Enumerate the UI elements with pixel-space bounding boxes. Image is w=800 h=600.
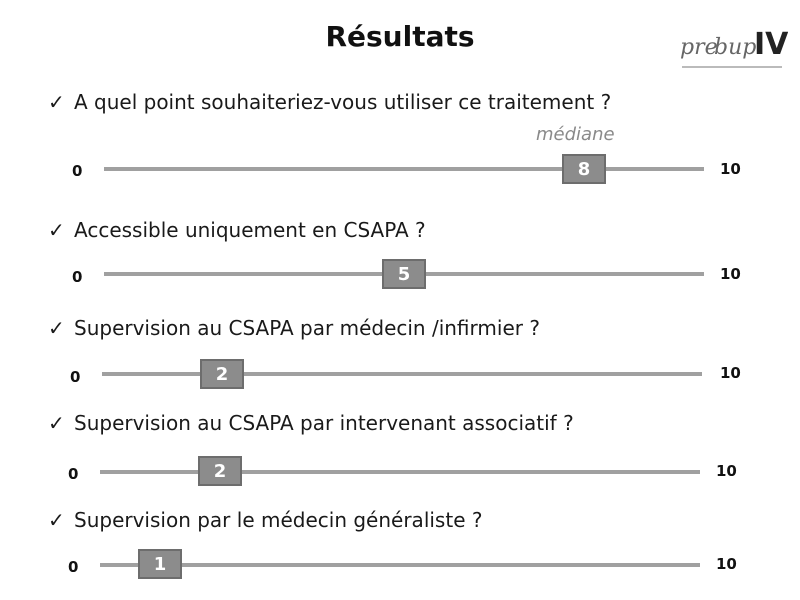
svg-text:IV: IV [754,27,788,62]
slide-title: Résultats [325,20,475,53]
scale-track [100,470,700,474]
scale-track [102,372,702,376]
question-1 [48,90,611,114]
question-5 [48,508,482,532]
value-marker: 1 [138,549,182,579]
prebup-iv-logo [678,14,788,76]
scale-max-label: 10 [720,160,741,178]
scale-min-label: 0 [68,558,79,576]
question-text: Accessible uniquement en CSAPA ? [74,218,426,242]
scale-min-label: 0 [72,162,83,180]
scale-min-label: 0 [70,368,81,386]
check-icon: ✓ [48,411,65,435]
value-marker: 8 [562,154,606,184]
svg-text:bup: bup [714,35,757,60]
value-marker: 2 [200,359,244,389]
scale-max-label: 10 [716,462,737,480]
scale-track [100,563,700,567]
scale-max-label: 10 [720,364,741,382]
scale-min-label: 0 [72,268,83,286]
check-icon: ✓ [48,508,65,532]
question-text: A quel point souhaiteriez-vous utiliser ce traitement ? [74,90,612,114]
scale-max-label: 10 [720,265,741,283]
scale-max-label: 10 [716,555,737,573]
scale-min-label: 0 [68,465,79,483]
question-2 [48,218,426,242]
scale-track [104,167,704,171]
value-marker: 2 [198,456,242,486]
check-icon: ✓ [48,316,65,340]
question-4 [48,411,574,435]
question-text: Supervision au CSAPA par intervenant associatif ? [74,411,574,435]
question-3 [48,316,540,340]
svg-text:pre: pre [680,35,718,60]
question-text: Supervision au CSAPA par médecin /infirmier ? [74,316,540,340]
check-icon: ✓ [48,218,65,242]
value-marker: 5 [382,259,426,289]
check-icon: ✓ [48,90,65,114]
median-label: médiane [536,124,615,145]
question-text: Supervision par le médecin généraliste ? [74,508,483,532]
